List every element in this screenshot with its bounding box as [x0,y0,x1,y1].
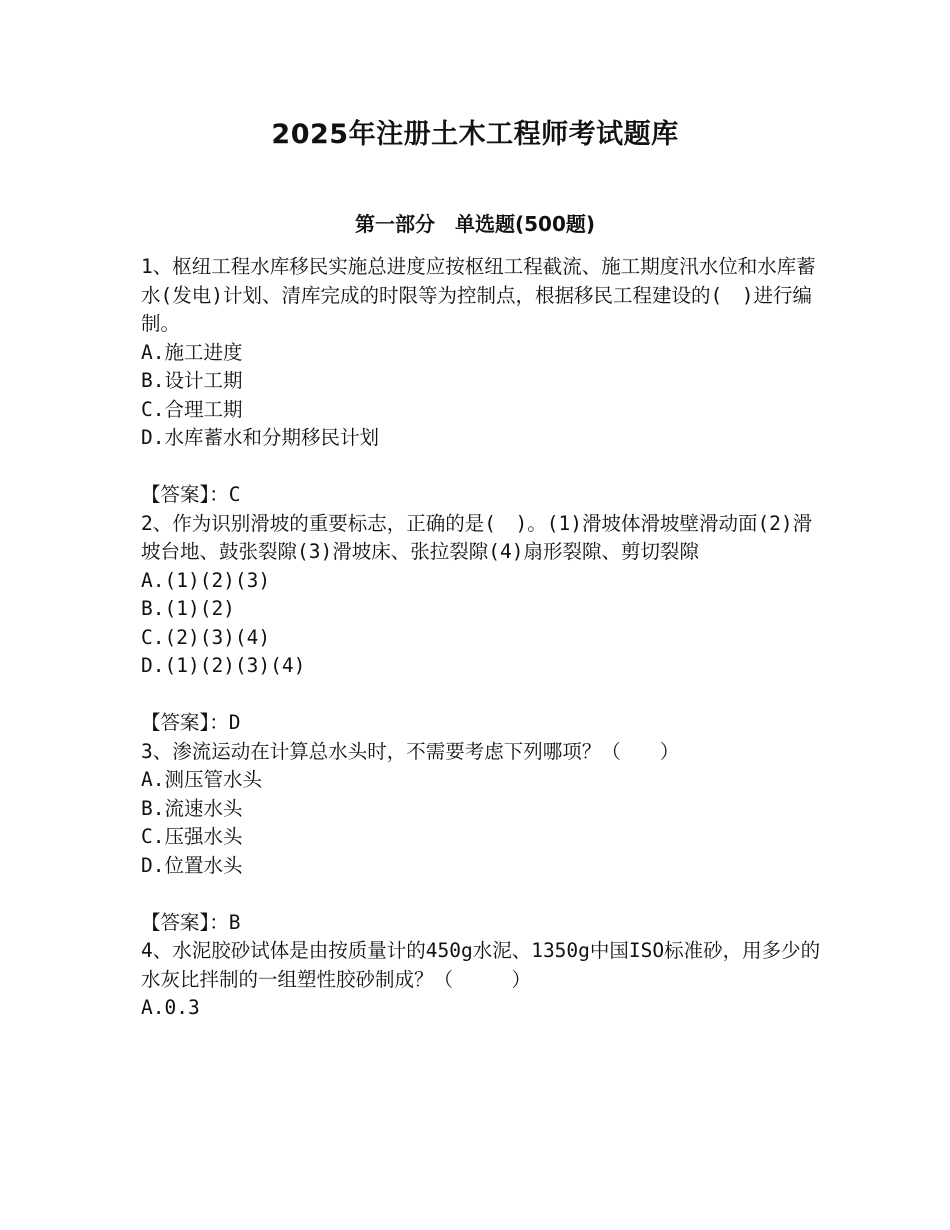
question-2 [141,510,821,738]
option-c: C.(2)(3)(4) [141,625,271,649]
question-stem: 3、渗流运动在计算总水头时，不需要考虑下列哪项？（ ） [141,739,680,763]
option-c: C.合理工期 [141,397,243,421]
answer-line: 【答案】：B [141,910,241,934]
option-a: A.0.3 [141,996,200,1019]
option-b: B.设计工期 [141,369,243,392]
section-title: 第一部分 单选题(500题) [354,212,596,236]
question-4 [141,937,821,1023]
question-1 [141,253,821,510]
option-d: D.水库蓄水和分期移民计划 [141,426,379,449]
option-b: B.流速水头 [141,796,243,820]
question-list [141,253,821,1023]
question-stem: 4、水泥胶砂试体是由按质量计的450g水泥、1350g中国ISO标准砂，用多少的水灰比拌制的一组塑性胶砂制成？（ ） [141,939,821,991]
option-d: D.位置水头 [141,853,243,877]
question-3 [141,738,821,938]
option-c: C.压强水头 [141,825,243,848]
option-a: A.(1)(2)(3) [141,568,271,592]
option-d: D.(1)(2)(3)(4) [141,654,306,677]
option-b: B.(1)(2) [141,597,235,620]
option-a: A.测压管水头 [141,768,262,791]
answer-line: 【答案】：D [141,711,241,734]
document-title: 2025年注册土木工程师考试题库 [271,119,679,150]
answer-line: 【答案】：C [141,483,241,506]
question-stem: 1、枢纽工程水库移民实施总进度应按枢纽工程截流、施工期度汛水位和水库蓄水(发电)计划、清库完成的时限等为控制点，根据移民工程建设的( )进行编制。 [141,255,816,335]
question-stem: 2、作为识别滑坡的重要标志，正确的是( )。(1)滑坡体滑坡壁滑动面(2)滑坡台地、鼓张裂隙(3)滑坡床、张拉裂隙(4)扇形裂隙、剪切裂隙 [141,511,813,563]
option-a: A.施工进度 [141,340,243,364]
